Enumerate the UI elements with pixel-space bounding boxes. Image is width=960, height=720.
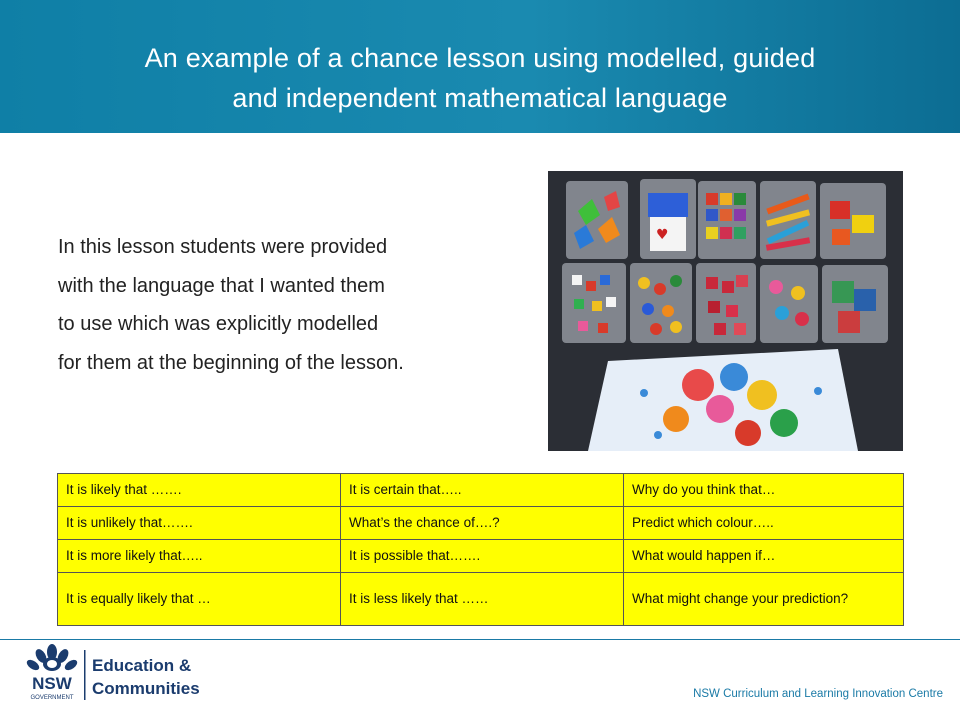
balloon-bag — [588, 349, 858, 451]
container-cubes — [698, 181, 756, 259]
page-title — [40, 38, 920, 118]
table-cell: It is certain that….. — [341, 474, 624, 507]
table-cell: It is unlikely that……. — [58, 507, 341, 540]
logo-government: GOVERNMENT — [30, 695, 74, 701]
table-row — [58, 507, 904, 540]
table-cell: It is possible that……. — [341, 540, 624, 573]
container-figurines — [760, 265, 818, 343]
svg-text:♥: ♥ — [656, 227, 669, 243]
table-cell: It is less likely that …… — [341, 573, 624, 626]
container-counters — [630, 263, 692, 343]
description-line: In this lesson students were provided — [58, 236, 388, 258]
container-sticks — [760, 181, 816, 259]
title-line-1: An example of a chance lesson using modelled, guided — [144, 43, 816, 73]
description-line: for them at the beginning of the lesson. — [58, 351, 404, 374]
nsw-education-logo — [22, 644, 222, 708]
container-dice — [562, 263, 626, 343]
materials-photo — [548, 171, 903, 451]
container-blocks — [820, 183, 886, 259]
table-cell: What’s the chance of….? — [341, 507, 624, 540]
table-cell: It is likely that ……. — [58, 474, 341, 507]
description-line: to use which was explicitly modelled — [58, 313, 379, 335]
logo-state: NSW — [32, 674, 72, 693]
description-line: with the language that I wanted them — [58, 274, 385, 297]
logo-dept-line-2: Communities — [92, 679, 200, 698]
footer-divider — [0, 639, 960, 640]
table-row — [58, 540, 904, 573]
language-phrases-table — [57, 473, 904, 626]
container-tiles — [822, 265, 888, 343]
container-playing-cards — [640, 179, 696, 259]
header-banner — [0, 0, 960, 133]
container-red-dice — [696, 263, 756, 343]
table-cell: What would happen if… — [624, 540, 904, 573]
table-cell: It is equally likely that … — [58, 573, 341, 626]
table-row — [58, 474, 904, 507]
logo-dept-line-1: Education & — [92, 656, 192, 675]
footer-credit: NSW Curriculum and Learning Innovation Centre — [693, 688, 943, 700]
title-line-2: and independent mathematical language — [232, 83, 728, 113]
table-cell: What might change your prediction? — [624, 573, 904, 626]
container-plastic-shapes — [566, 181, 628, 259]
table-cell: Why do you think that… — [624, 474, 904, 507]
waratah-icon — [25, 644, 79, 672]
materials-photo-illustration — [548, 171, 903, 451]
table-cell: Predict which colour….. — [624, 507, 904, 540]
table-row — [58, 573, 904, 626]
table-cell: It is more likely that….. — [58, 540, 341, 573]
lesson-description — [58, 228, 538, 382]
